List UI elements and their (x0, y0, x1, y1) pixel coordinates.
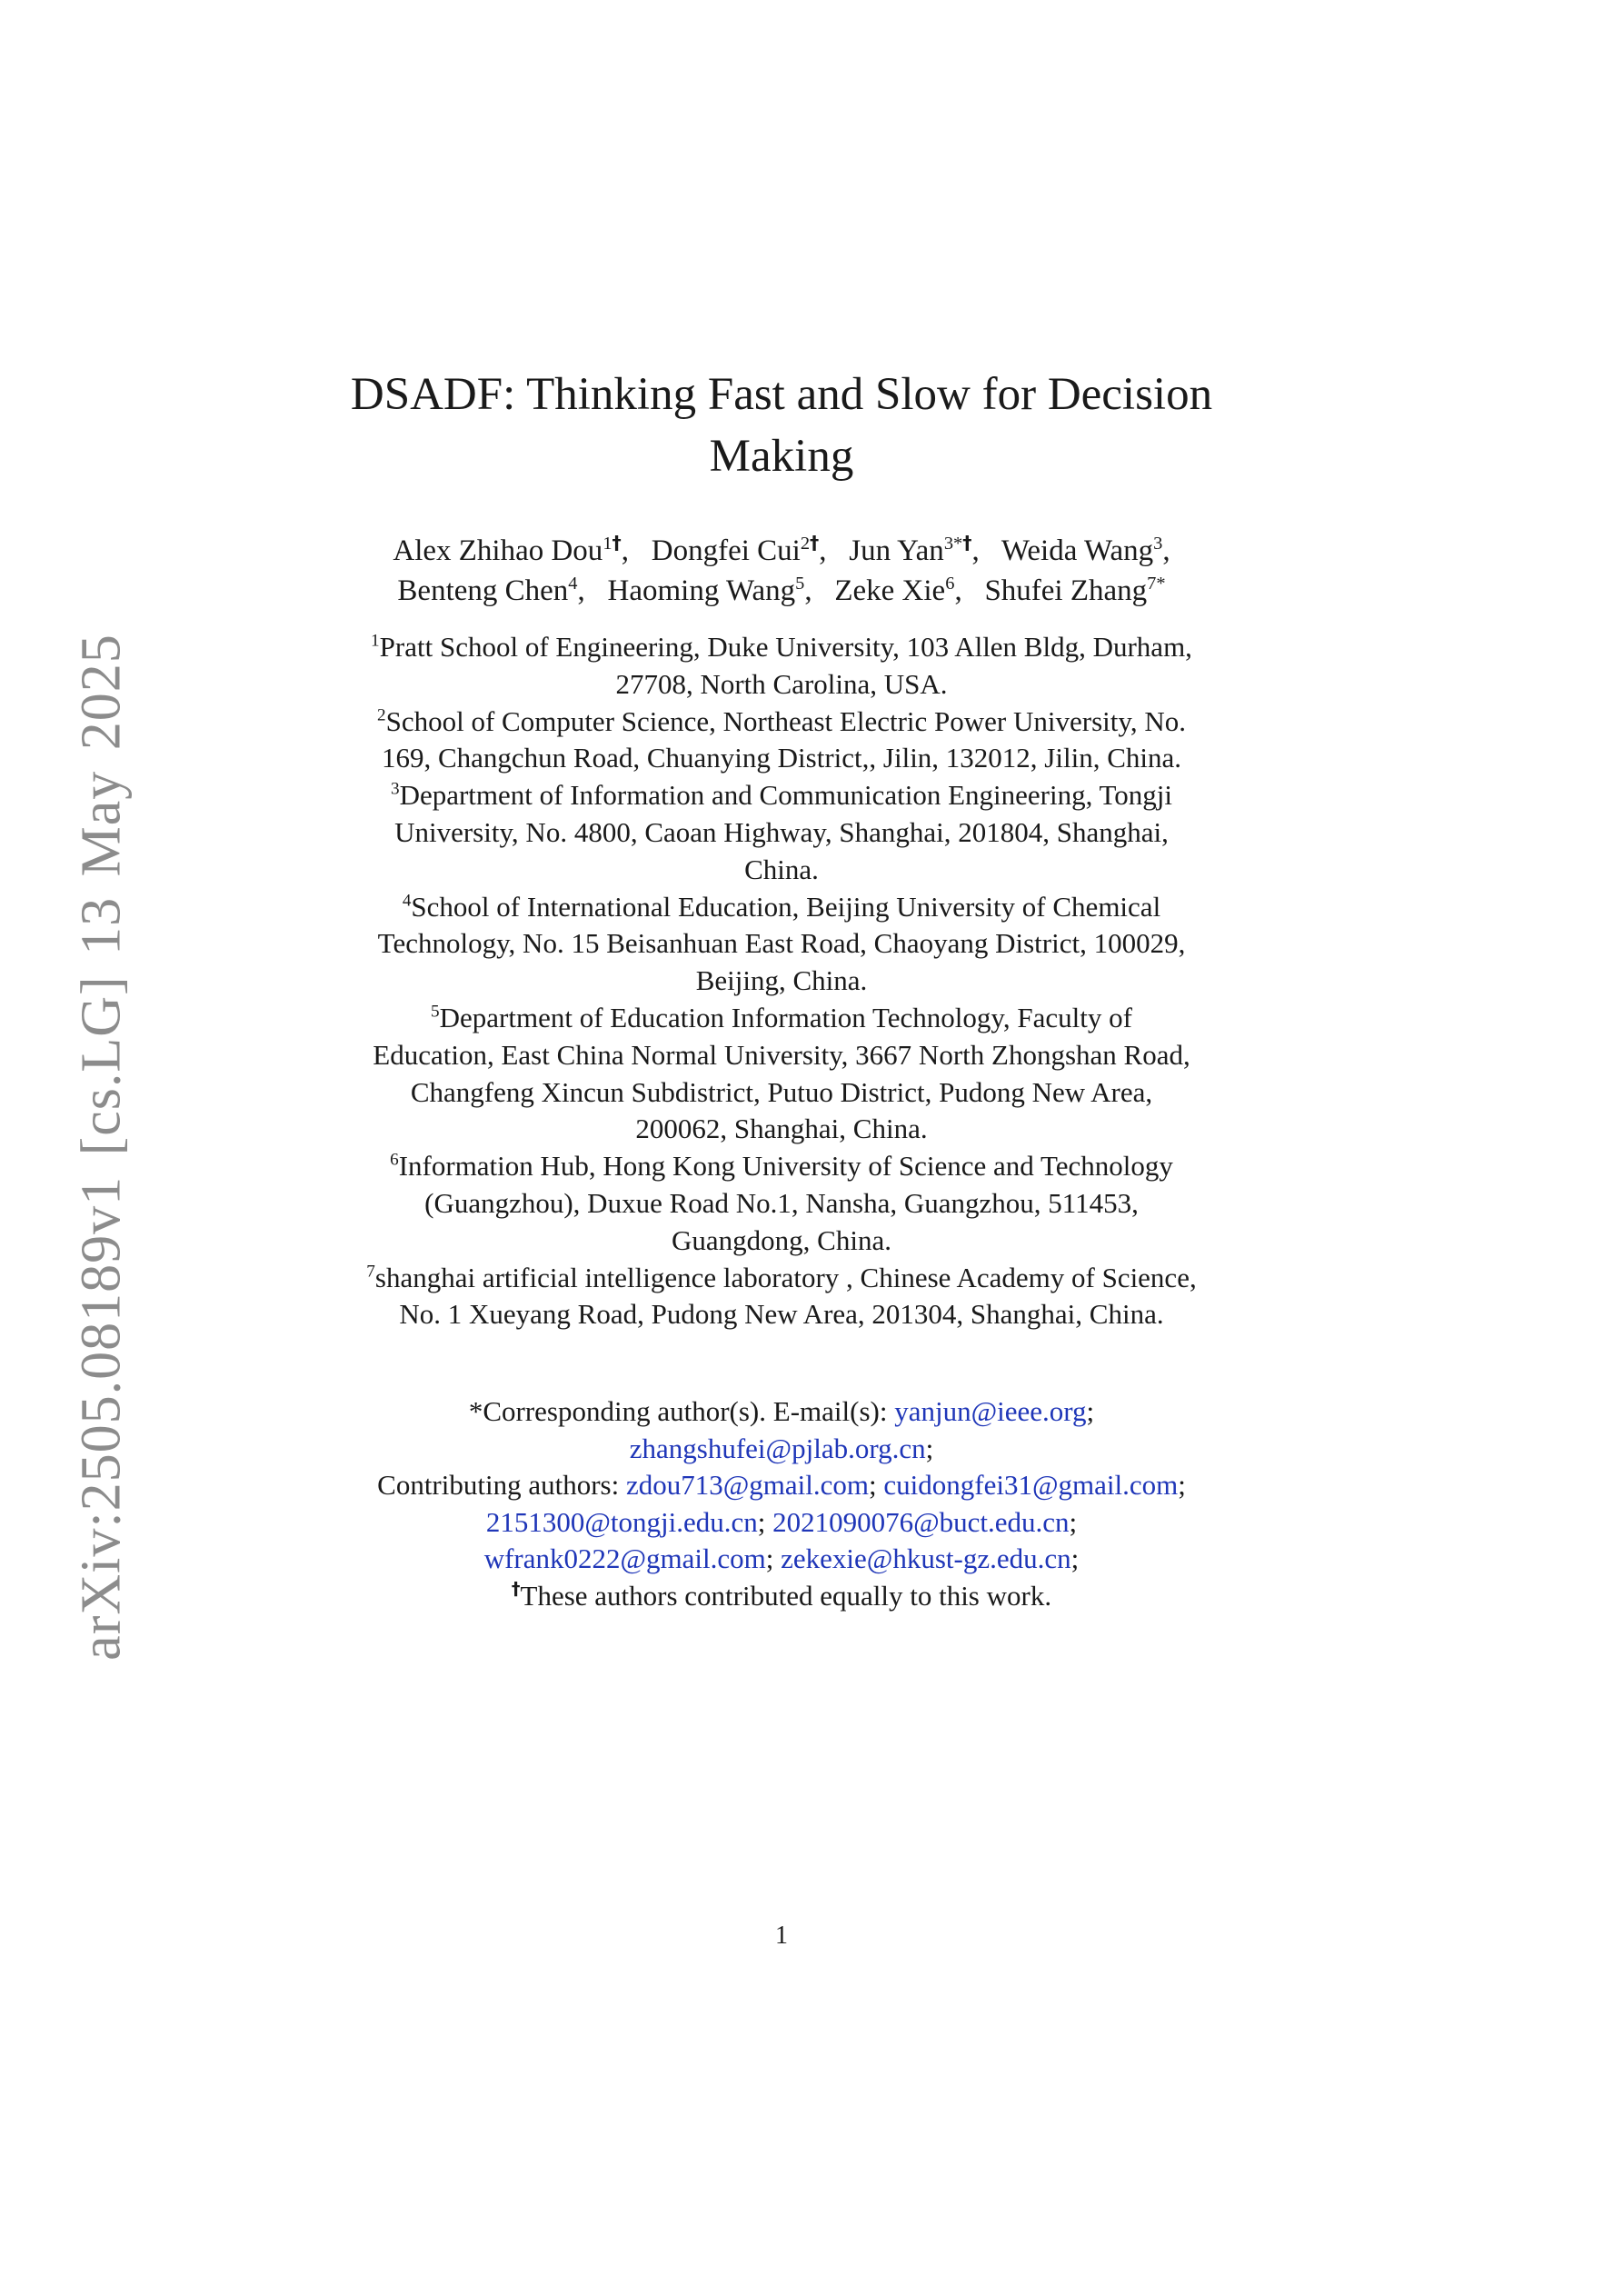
contributing-line: Contributing authors: zdou713@gmail.com; cuidongfei31@gmail.com; (377, 1469, 1186, 1501)
corresponding-line: *Corresponding author(s). E-mail(s): yanjun@ieee.org; (468, 1395, 1095, 1427)
author-name: Weida Wang (1001, 534, 1154, 567)
corresponding-label: *Corresponding author(s). E-mail(s): (468, 1395, 888, 1427)
author-list (282, 531, 1281, 611)
email-link[interactable]: 2151300@tongji.edu.cn (485, 1505, 758, 1538)
contributing-line-3: wfrank0222@gmail.com; zekexie@hkust-gz.edu.cn; (483, 1542, 1080, 1574)
author: Weida Wang$^3$, (1001, 534, 1170, 567)
corresponding-line-2: zhangshufei@pjlab.org.cn; (629, 1432, 934, 1464)
affiliation-5: $^5$Department of Education Information Technology, Faculty of Education, East China Normal University, 3667 North Zhongshan Road, Changfeng Xincun Subdistrict, Putuo District, Pudong New Area, 200062, Shanghai, China. (373, 1001, 1190, 1145)
affiliation-3: $^3$Department of Information and Communication Engineering, Tongji University, No. 4800, Caoan Highway, Shanghai, 201804, Shanghai, China. (390, 779, 1173, 885)
contributing-line-2: 2151300@tongji.edu.cn; 2021090076@buct.edu.cn; (485, 1505, 1078, 1538)
author: Zeke Xie$^6$, (834, 574, 962, 607)
affiliation-list (282, 629, 1281, 1333)
author-name: Zeke Xie (834, 574, 946, 607)
title-line-2: Making (709, 431, 854, 482)
email-link[interactable]: 2021090076@buct.edu.cn (772, 1505, 1070, 1538)
affiliation-2: $^2$School of Computer Science, Northeast Electric Power University, No. 169, Changchun Road, Chuanying District,, Jilin, 132012, Jilin, China. (376, 704, 1187, 774)
email-link[interactable]: cuidongfei31@gmail.com (883, 1469, 1179, 1501)
author: Jun Yan$^{3*\dagger}$, (849, 532, 980, 567)
author-affiliation-sup: 5 (795, 574, 805, 594)
author-name: Dongfei Cui (651, 534, 801, 567)
author-affiliation-sup: 7* (1147, 574, 1166, 594)
author-affiliation-sup: 3 (1153, 534, 1163, 554)
email-link[interactable]: yanjun@ieee.org (894, 1395, 1087, 1427)
page-number: 1 (775, 1922, 788, 1950)
author-name: Alex Zhihao Dou (393, 534, 603, 567)
author: Dongfei Cui$^{2\dagger}$, (651, 532, 827, 567)
author-affiliation-sup: 6 (945, 574, 955, 594)
author-name: Benteng Chen (397, 574, 569, 607)
author: Benteng Chen$^4$, (397, 574, 585, 607)
email-link[interactable]: zhangshufei@pjlab.org.cn (629, 1432, 926, 1464)
author-affiliation-sup: 2† (800, 532, 820, 554)
author-name: Jun Yan (849, 534, 944, 567)
author (984, 574, 1165, 607)
contact-block (282, 1393, 1281, 1614)
author-line-2 (282, 571, 1281, 611)
equal-contribution-note: †These authors contributed equally to this work. (511, 1578, 1052, 1612)
author-name: Haoming Wang (607, 574, 796, 607)
author-affiliation-sup: 1† (602, 532, 622, 554)
author-affiliation-sup: 4 (568, 574, 578, 594)
contributing-label: Contributing authors: (377, 1469, 620, 1501)
affiliation-7: $^7$shanghai artificial intelligence laboratory , Chinese Academy of Science, No. 1 Xueyang Road, Pudong New Area, 201304, Shanghai, China. (366, 1261, 1197, 1331)
affiliation-4: $^4$School of International Education, Beijing University of Chemical Technology, No. 15 Beisanhuan East Road, Chaoyang District, 100029, Beijing, China. (377, 890, 1186, 997)
title-line-1: DSADF: Thinking Fast and Slow for Decision (350, 369, 1213, 420)
author-affiliation-sup: 3*† (943, 532, 972, 554)
author-line-1 (282, 531, 1281, 571)
email-link[interactable]: wfrank0222@gmail.com (483, 1542, 766, 1574)
author: Haoming Wang$^5$, (607, 574, 812, 607)
author-name: Shufei Zhang (984, 574, 1148, 607)
affiliation-6: $^6$Information Hub, Hong Kong University of Science and Technology (Guangzhou), Duxue Road No.1, Nansha, Guangzhou, 511453, Guangdong, China. (390, 1150, 1173, 1256)
author: Alex Zhihao Dou$^{1\dagger}$, (393, 532, 629, 567)
arxiv-identifier-stamp: arXiv:2505.08189v1 [cs.LG] 13 May 2025 (70, 634, 133, 1661)
paper-title (282, 364, 1281, 487)
email-link[interactable]: zdou713@gmail.com (625, 1469, 869, 1501)
affiliation-1: $^1$Pratt School of Engineering, Duke University, 103 Allen Bldg, Durham, 27708, North Carolina, USA. (371, 631, 1192, 700)
email-link[interactable]: zekexie@hkust-gz.edu.cn (781, 1542, 1071, 1574)
dagger-mark: † (511, 1578, 521, 1600)
